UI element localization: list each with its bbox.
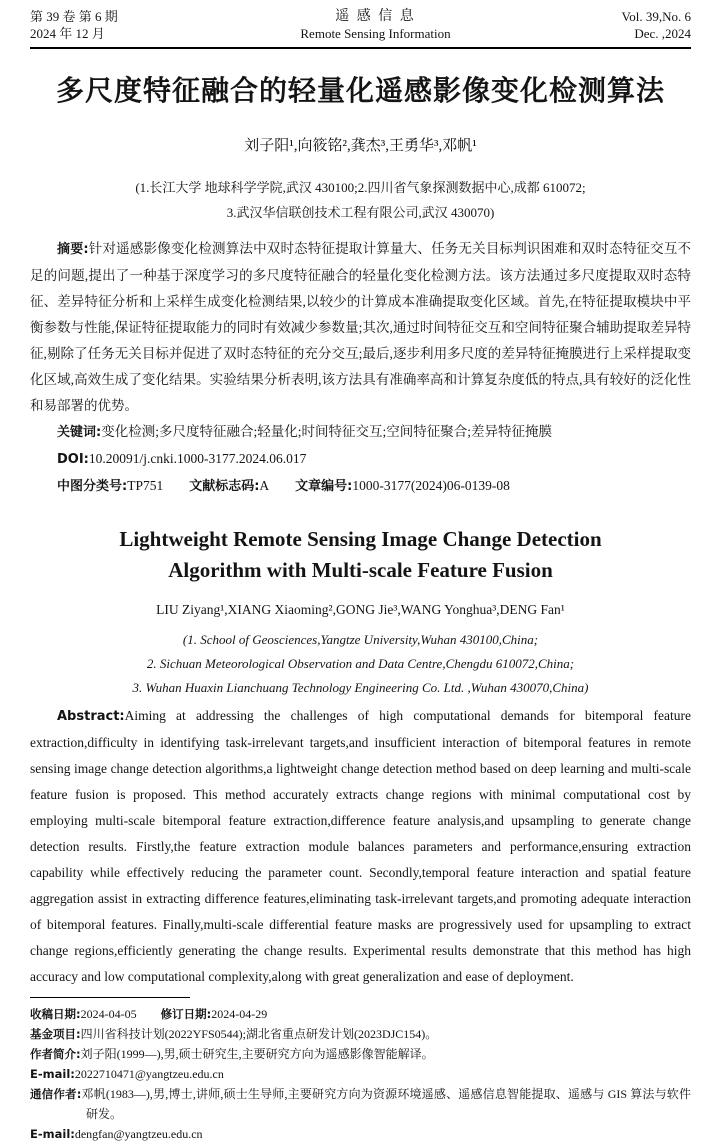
revised-date: 2024-04-29 [211, 1007, 268, 1021]
keywords-cn-text: 变化检测;多尺度特征融合;轻量化;时间特征交互;空间特征聚合;差异特征掩膜 [101, 424, 552, 439]
footnotes-block [30, 1004, 691, 1144]
author-bio-line [30, 1044, 691, 1064]
running-head-center [180, 8, 571, 42]
journal-name-en: Remote Sensing Information [300, 26, 451, 41]
article-title-cn: 多尺度特征融合的轻量化遥感影像变化检测算法 [55, 74, 665, 107]
classification-line [30, 473, 691, 500]
footnote-divider [30, 997, 190, 998]
dates-line [30, 1004, 691, 1024]
authors-cn: 刘子阳¹,向筱铭²,龚杰³,王勇华³,邓帆¹ [244, 138, 477, 154]
corresponding-author-line [30, 1084, 691, 1124]
email-line [30, 1064, 691, 1084]
journal-name-cn: 遥 感 信 息 [335, 9, 416, 24]
running-head-right [571, 8, 691, 42]
abstract-cn-block [30, 236, 691, 500]
keywords-cn [30, 419, 691, 446]
volume-issue-en: Vol. 39,No. 6 [621, 9, 691, 24]
received-label: 收稿日期: [30, 1007, 81, 1021]
email-value: 2022710471@yangtzeu.edu.cn [74, 1067, 224, 1081]
clc-value: TP751 [127, 478, 164, 493]
keywords-cn-label: 关键词: [57, 425, 102, 440]
email-label: E-mail: [30, 1127, 75, 1141]
article-title-en-line2: Algorithm with Multi-scale Feature Fusion [168, 558, 553, 582]
abstract-en [30, 703, 691, 990]
article-title-en-line1: Lightweight Remote Sensing Image Change Detection [119, 527, 602, 551]
affiliation-cn-line: (1.长江大学 地球科学学院,武汉 430100;2.四川省气象探测数据中心,成都 610072; [135, 180, 586, 195]
issue-date-en: Dec. ,2024 [634, 26, 691, 41]
article-id-label: 文章编号: [295, 479, 353, 494]
abstract-en-label: Abstract: [57, 709, 125, 724]
affiliation-en-line: 3. Wuhan Huaxin Lianchuang Technology Engineering Co. Ltd. ,Wuhan 430070,China) [132, 680, 589, 695]
doi-label: DOI: [57, 452, 89, 467]
author-bio-text: 刘子阳(1999—),男,硕士研究生,主要研究方向为遥感影像智能解译。 [80, 1047, 434, 1061]
author-bio-label: 作者简介: [30, 1047, 81, 1061]
running-head-left [30, 8, 180, 42]
email-line [30, 1124, 691, 1144]
journal-running-head [30, 8, 691, 49]
email-label: E-mail: [30, 1067, 75, 1081]
volume-issue-cn: 第 39 卷 第 6 期 [30, 9, 118, 24]
fund-line [30, 1024, 691, 1044]
affiliation-en-line: 2. Sichuan Meteorological Observation and Data Centre,Chengdu 610072,China; [146, 656, 575, 671]
fund-label: 基金项目: [30, 1027, 81, 1041]
affiliations-en [30, 628, 691, 700]
doc-code-label: 文献标志码: [189, 479, 260, 494]
abstract-cn-label: 摘要: [57, 242, 89, 257]
affiliation-cn-line: 3.武汉华信联创技术工程有限公司,武汉 430070) [226, 205, 495, 220]
article-title-en [30, 524, 691, 586]
doi-line [30, 446, 691, 473]
doi-value: 10.20091/j.cnki.1000-3177.2024.06.017 [88, 451, 307, 466]
article-id-value: 1000-3177(2024)06-0139-08 [352, 478, 510, 493]
abstract-en-text: Aiming at addressing the challenges of high computational demands for bitemporal feature extraction,difficulty in identifying task-irrelevant targets,and insufficient interaction of bitemporal features in remote sensing image change detection algorithms,a lightweight change detection method based on deep learning and multi-scale feature fusion is proposed. This method accurately extracts change regions with minimal computational cost by employing multi-scale bitemporal feature extraction,difference feature analysis,and upsampling to generate change detection results. Firstly,the feature extraction module balances parameters and performance,ensuring extraction capability while effectively reducing the parameter count. Secondly,temporal feature interaction and spatial feature aggregation assist in extracting difference features,eliminating task-irrelevant targets,and promoting adequate interaction of bitemporal features. Finally,multi-scale differential feature masks are progressively used for upsampling to extract change regions,efficiently generating the change results. Experimental results demonstrate that this method has high accuracy and low computational complexity,along with great generalization and ease of deployment. [30, 708, 691, 984]
issue-date-cn: 2024 年 12 月 [30, 26, 105, 41]
revised-label: 修订日期: [160, 1007, 212, 1021]
email-value: dengfan@yangtzeu.edu.cn [74, 1127, 203, 1141]
doc-code-value: A [259, 478, 270, 493]
received-date: 2024-04-05 [80, 1007, 137, 1021]
affiliations-cn [30, 175, 691, 225]
abstract-cn [30, 236, 691, 419]
fund-text: 四川省科技计划(2022YFS0544);湖北省重点研发计划(2023DJC154)。 [80, 1027, 438, 1041]
clc-label: 中图分类号: [57, 479, 128, 494]
corresponding-label: 通信作者: [30, 1087, 82, 1101]
corresponding-text: 邓帆(1983—),男,博士,讲师,硕士生导师,主要研究方向为资源环境遥感、遥感信息智能提取、遥感与 GIS 算法与软件研发。 [81, 1087, 691, 1121]
affiliation-en-line: (1. School of Geosciences,Yangtze University,Wuhan 430100,China; [182, 632, 539, 647]
abstract-cn-text: 针对遥感影像变化检测算法中双时态特征提取计算量大、任务无关目标判识困难和双时态特征交互不足的问题,提出了一种基于深度学习的多尺度特征融合的轻量化变化检测方法。该方法通过多尺度提取双时态特征、差异特征分析和上采样生成变化检测结果,以较少的计算成本准确提取变化区域。首先,在特征提取模块中平衡参数与性能,保证特征提取能力的同时有效减少参数量;其次,通过时间特征交互和空间特征聚合辅助提取差异特征,剔除了任务无关目标并促进了双时态特征的充分交互;最后,逐步利用多尺度的差异特征掩膜进行上采样提取变化区域,高效生成了变化结果。实验结果分析表明,该方法具有准确率高和计算复杂度低的特点,具有较好的泛化性和易部署的优势。 [30, 241, 692, 413]
authors-en: LIU Ziyang¹,XIANG Xiaoming²,GONG Jie³,WANG Yonghua³,DENG Fan¹ [156, 602, 565, 617]
